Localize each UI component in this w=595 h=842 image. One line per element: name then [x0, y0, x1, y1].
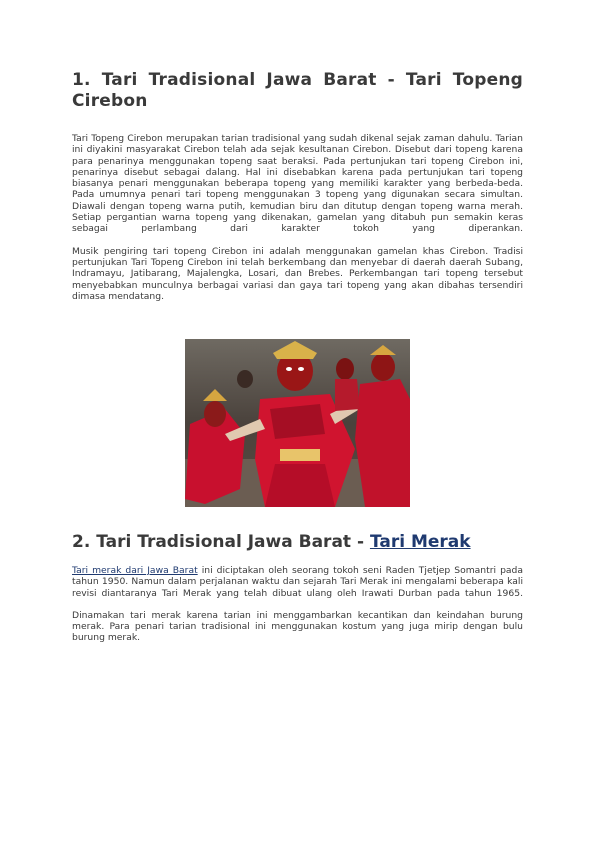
section2-heading	[72, 532, 523, 553]
topeng-dancers-photo	[185, 339, 410, 507]
section2-paragraph-1-text: ini diciptakan oleh seorang tokoh seni Raden Tjetjep Somantri pada tahun 1950. Namun dalam perjalanan waktu dan sejarah Tari Merak ini mengalami beberapa kali revisi diantaranya Tari Merak yang telah dibuat ulang oleh Irawati Durban pada tahun 1965.	[72, 565, 523, 599]
section1-heading: 1. Tari Tradisional Jawa Barat - Tari Topeng Cirebon	[72, 70, 523, 111]
document-page	[72, 70, 523, 302]
tari-merak-heading-link[interactable]: Tari Merak	[369, 532, 471, 552]
section1-paragraph-2: Musik pengiring tari topeng Cirebon ini adalah menggunakan gamelan khas Cirebon. Tradisi pertunjukan Tari Topeng Cirebon ini telah berkembang dan menyebar di daerah daerah Subang, Indramayu, Jatibarang, Majalengka, Losari, dan Brebes. Perkembangan tari topeng tersebut menyebabkan munculnya berbagai variasi dan gaya tari topeng yang akan dibahas tersendiri dimasa mendatang.	[72, 245, 523, 302]
section2-paragraph-2: Dinamakan tari merak karena tarian ini menggambarkan kecantikan dan keindahan burung merak. Para penari tarian tradisional ini menggunakan kostum yang juga mirip dengan bulu burung merak.	[72, 609, 523, 644]
section1-paragraph-1: Tari Topeng Cirebon merupakan tarian tradisional yang sudah dikenal sejak zaman dahulu. Tarian ini diyakini masyarakat Cirebon telah ada sejak kesultanan Cirebon. Disebut dari topeng karena para penarinya menggunakan topeng saat beraksi. Pada pertunjukan tari topeng Cirebon ini, penarinya disebut sebagai dalang. Hal ini disebabkan karena pada pertunjukan tari topeng biasanya penari menggunakan beberapa topeng yang memiliki karakter yang berbeda-beda. Pada umumnya penari tari topeng menggunakan 3 topeng yang digunakan secara simultan. Diawali dengan topeng warna putih, kemudian biru dan ditutup dengan topeng warna merah. Setiap pergantian warna topeng yang dikenakan, gamelan yang ditabuh pun semakin keras sebagai perlambang dari karakter tokoh yang diperankan.	[72, 133, 523, 235]
tari-merak-jawa-barat-link[interactable]: Tari merak dari Jawa Barat	[72, 565, 198, 576]
section2	[72, 532, 523, 644]
section2-paragraph-1	[72, 565, 523, 599]
section2-heading-prefix: 2. Tari Tradisional Jawa Barat -	[72, 532, 370, 552]
